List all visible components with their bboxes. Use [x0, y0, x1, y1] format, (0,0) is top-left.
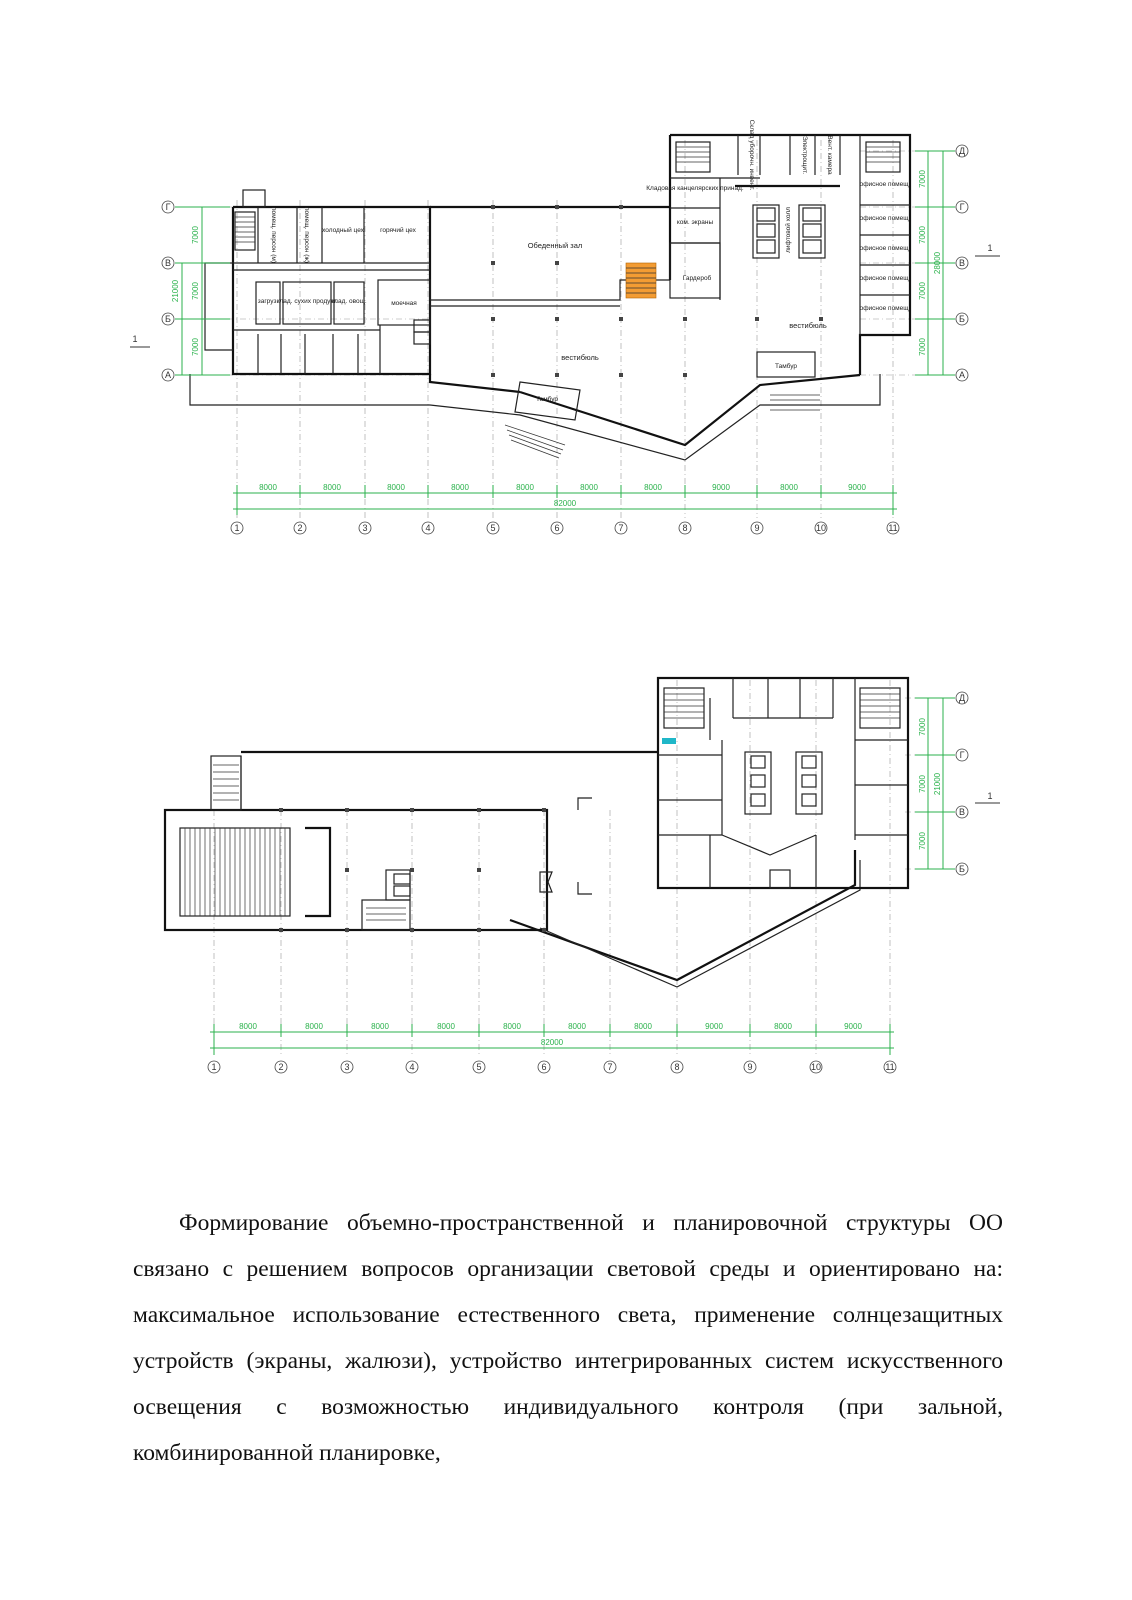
dimension-label: 8000 — [437, 1022, 455, 1031]
dimension-label: 28000 — [933, 251, 942, 275]
dimension-label: 9000 — [705, 1022, 723, 1031]
dimension-label: 21000 — [171, 279, 180, 303]
dimension-label: 8000 — [371, 1022, 389, 1031]
dimension-label: 8000 — [503, 1022, 521, 1031]
right-dimensions — [915, 151, 955, 375]
dimension-label: 7000 — [191, 282, 200, 300]
dimension-label: 8000 — [305, 1022, 323, 1031]
axis-label: 1 — [132, 334, 138, 344]
room-vestibule-2: вестибюль — [789, 321, 827, 330]
axis-label: 6 — [541, 1062, 547, 1072]
section-mark-right — [975, 243, 1000, 256]
room-vestibule-1: вестибюль — [561, 353, 599, 362]
room-hot-shop: горячий цех — [380, 227, 416, 234]
room-office-1: офисное помещ. — [859, 181, 911, 188]
dimension-label: 7000 — [918, 718, 927, 736]
floor-plan-1 — [0, 120, 1132, 560]
axis-label: Д — [958, 146, 966, 156]
room-electrical: Электрощит. — [801, 135, 808, 175]
section-mark-left — [130, 334, 150, 347]
dimension-label: 9000 — [848, 483, 866, 492]
dimension-label: 8000 — [239, 1022, 257, 1031]
room-staff-1: помещ. персон (м) — [270, 206, 277, 264]
axis-label: 5 — [490, 523, 496, 533]
dimension-label: 7000 — [191, 338, 200, 356]
dimension-label: 9000 — [844, 1022, 862, 1031]
bottom-dimensions — [210, 1022, 894, 1055]
floor-plan-2 — [0, 660, 1132, 1090]
dimension-label: 8000 — [568, 1022, 586, 1031]
room-office-4: офисное помещ. — [859, 275, 911, 282]
axis-label: Г — [165, 202, 171, 212]
axis-label: 1 — [211, 1062, 217, 1072]
plan2-walls — [165, 678, 908, 987]
axis-label: 10 — [815, 523, 827, 533]
axis-label: В — [958, 807, 966, 817]
dimension-label: 8000 — [323, 483, 341, 492]
room-office-3: офисное помещ. — [859, 245, 911, 252]
dimension-label: 7000 — [191, 226, 200, 244]
dimension-label: 8000 — [259, 483, 277, 492]
axis-label: Б — [165, 314, 171, 324]
axis-label: 2 — [297, 523, 303, 533]
room-veg-storage: клад. овощ. — [331, 298, 367, 305]
dimension-label: 8000 — [387, 483, 405, 492]
axis-label: 5 — [476, 1062, 482, 1072]
axis-label: 4 — [425, 523, 431, 533]
room-dining-hall: Обеденный зал — [527, 241, 583, 250]
axis-label: 1 — [987, 791, 993, 801]
axis-label: 1 — [234, 523, 240, 533]
dimension-label: 82000 — [553, 499, 577, 508]
axis-label: Б — [959, 864, 965, 874]
axis-label: Г — [959, 750, 965, 760]
axis-label: 7 — [618, 523, 624, 533]
axis-label: 4 — [409, 1062, 415, 1072]
room-com-screens: ком. экраны — [676, 219, 714, 226]
dimension-label: 7000 — [918, 832, 927, 850]
room-tambour-2: Тамбур — [774, 363, 798, 370]
room-washing: моечная — [391, 300, 417, 307]
room-vent: Вент. камера — [826, 135, 833, 175]
dimension-label: 7000 — [918, 282, 927, 300]
room-office-5: офисное помещ. — [859, 305, 911, 312]
dimension-label: 8000 — [516, 483, 534, 492]
axis-label: 9 — [747, 1062, 753, 1072]
axis-label: 9 — [754, 523, 760, 533]
axis-label: Б — [959, 314, 965, 324]
axis-label: А — [164, 370, 172, 380]
axis-label: 6 — [554, 523, 560, 533]
dimension-label: 8000 — [580, 483, 598, 492]
room-wardrobe: Гардероб — [682, 275, 712, 282]
dimension-label: 7000 — [918, 338, 927, 356]
axis-label: 1 — [987, 243, 993, 253]
axis-label: 10 — [810, 1062, 822, 1072]
axis-label: Г — [959, 202, 965, 212]
dimension-label: 7000 — [918, 170, 927, 188]
room-office-2: офисное помещ. — [859, 215, 911, 222]
room-dry-storage: клад. сухих продукт. — [276, 298, 338, 305]
dimension-label: 8000 — [780, 483, 798, 492]
bottom-dimensions — [233, 483, 897, 515]
dimension-label: 82000 — [540, 1038, 564, 1047]
axis-label: 11 — [885, 1062, 895, 1072]
dimension-label: 8000 — [774, 1022, 792, 1031]
dimension-label: 8000 — [634, 1022, 652, 1031]
dimension-label: 21000 — [933, 772, 942, 796]
dimension-label: 9000 — [712, 483, 730, 492]
axis-label: В — [958, 258, 966, 268]
body-paragraph: Формирование объемно-пространственной и планировочной структуры ОО связано с решением вопросов организации световой среды и ориентировано на: максимальное использование естественного света, применение солнцезащитных устройств (экраны, жалюзи), устройство интегрированных систем искусственного освещения с возможностью индивидуального контроля (при зальной, комбинированной планировке, — [133, 1209, 1003, 1466]
axis-label: Д — [958, 693, 966, 703]
section-mark-right — [975, 791, 1000, 803]
axis-label: 8 — [682, 523, 688, 533]
dimension-label: 8000 — [644, 483, 662, 492]
right-dimensions — [915, 698, 955, 869]
room-cleaning: Склад уборочн. инвент. — [748, 120, 755, 191]
axis-label: В — [164, 258, 172, 268]
room-tambour-1: Тамбур — [535, 396, 559, 403]
room-loading: загруз. — [257, 298, 279, 305]
axis-label: 2 — [278, 1062, 284, 1072]
axis-label: 3 — [362, 523, 368, 533]
dimension-label: 7000 — [918, 226, 927, 244]
dimension-label: 8000 — [451, 483, 469, 492]
room-office-storage: Кладовая канцелярских принад. — [646, 185, 744, 192]
axis-label: А — [958, 370, 966, 380]
axis-label: 3 — [344, 1062, 350, 1072]
axis-label: 8 — [674, 1062, 680, 1072]
dimension-label: 7000 — [918, 775, 927, 793]
axis-label: 11 — [888, 523, 898, 533]
room-staff-2: помещ. персон (ж) — [303, 207, 310, 263]
room-cold-shop: холодный цех — [322, 227, 364, 234]
room-lift-hall: лифтовой холл — [785, 207, 792, 253]
axis-label: 7 — [607, 1062, 613, 1072]
